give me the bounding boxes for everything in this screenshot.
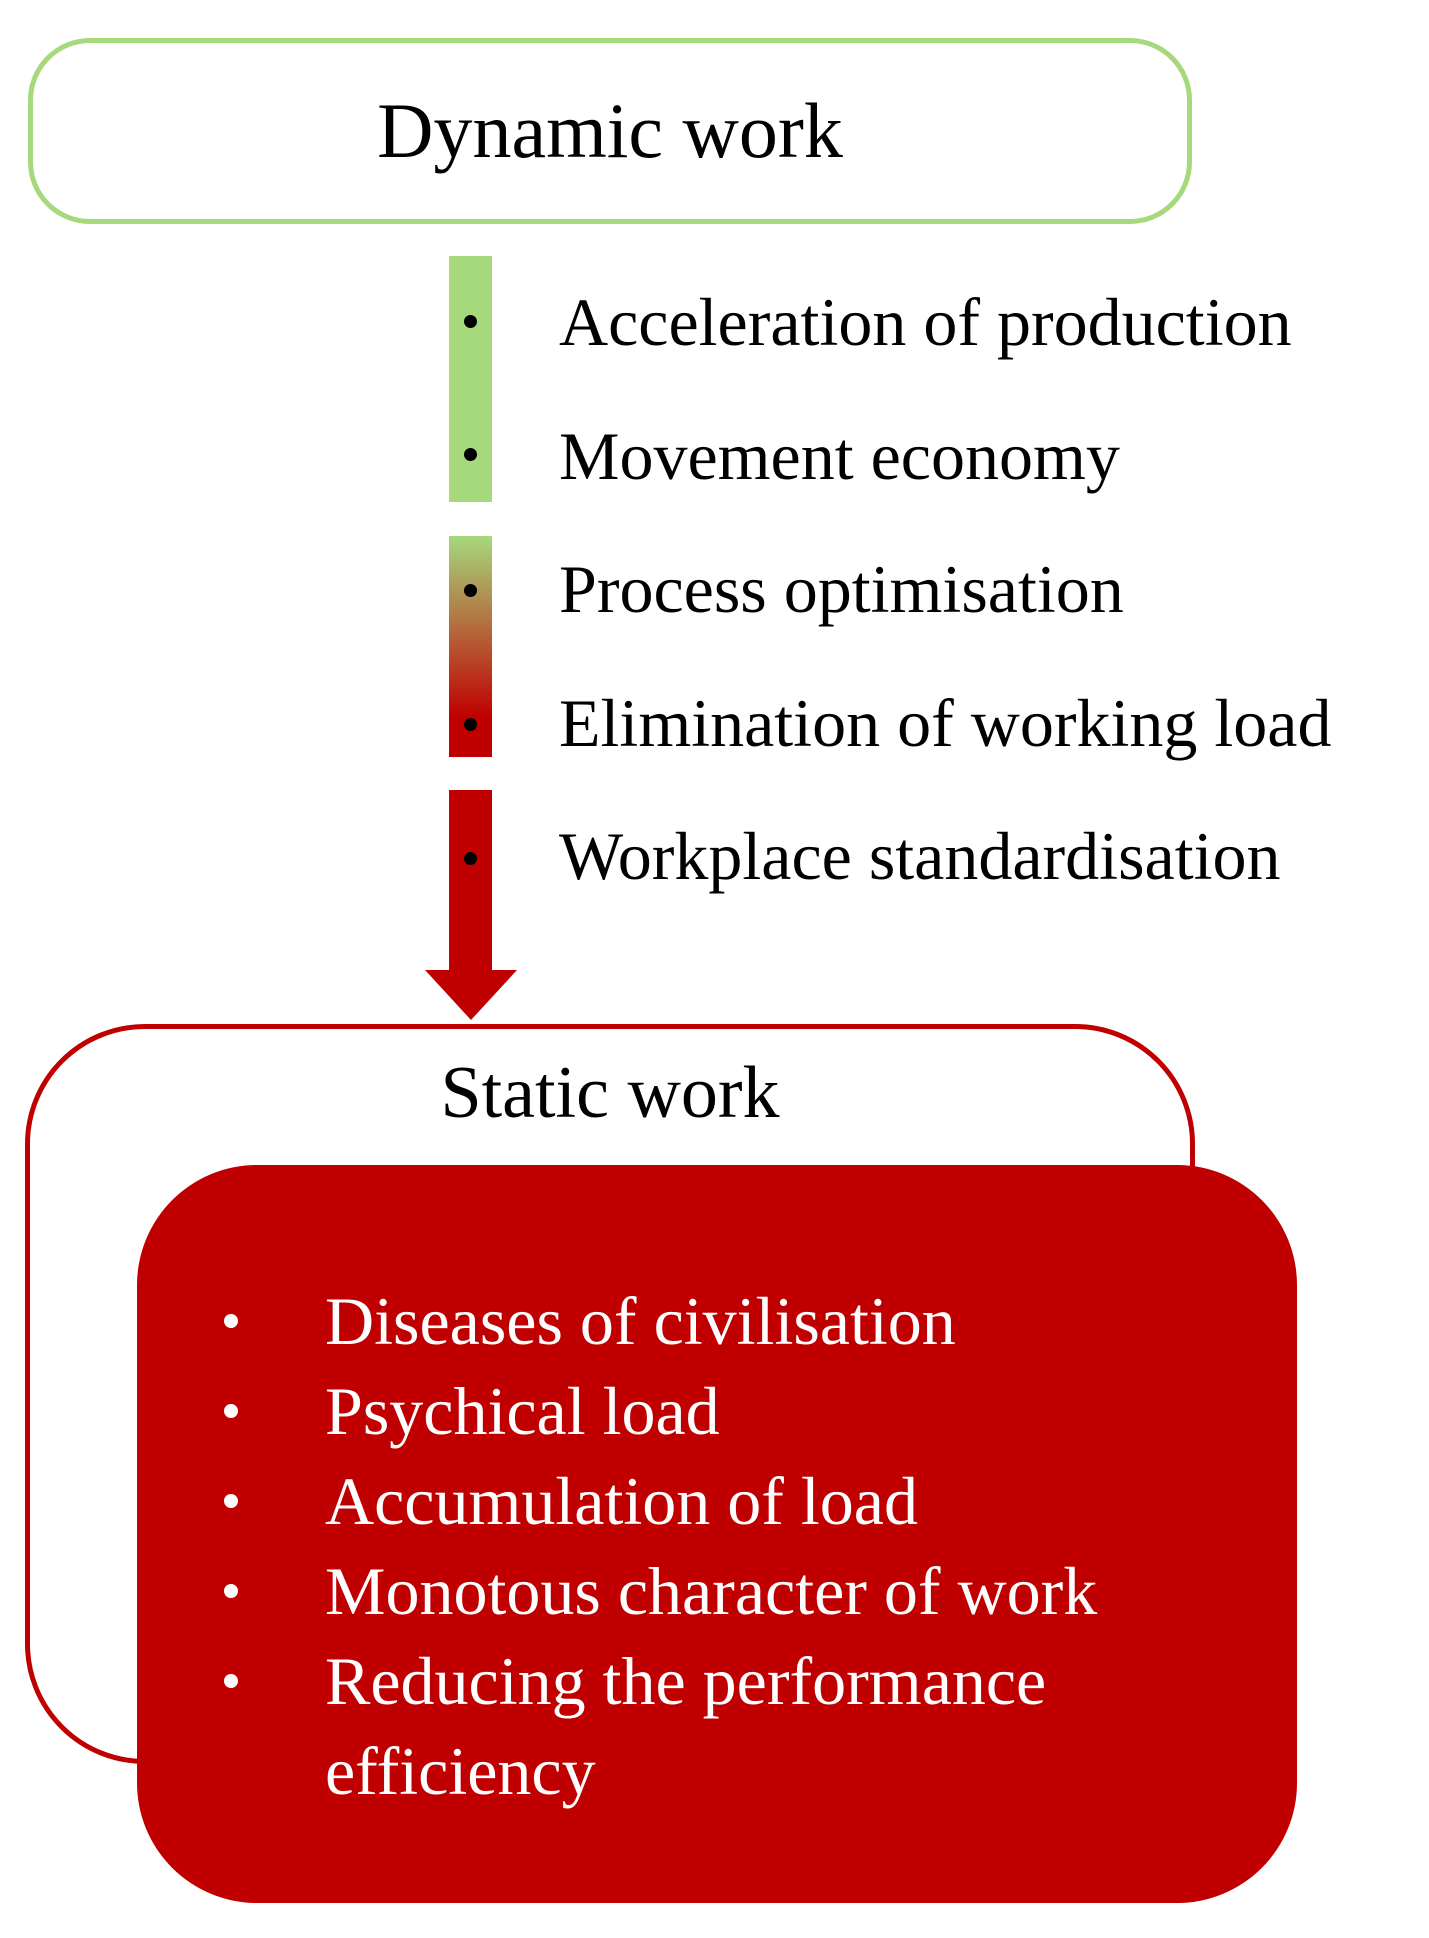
effect-label: Monotous character of work (325, 1553, 1098, 1629)
effect-label: Reducing the performance efficiency (325, 1643, 1047, 1809)
bullet-dot-2 (464, 448, 477, 461)
step-label-movement-economy: Movement economy (559, 418, 1120, 494)
list-item (224, 1546, 1224, 1636)
bullet-dot-4 (464, 718, 477, 731)
bullet-dot-3 (464, 584, 477, 597)
step-label-standardisation: Workplace standardisation (559, 818, 1281, 894)
dynamic-work-title: Dynamic work (377, 87, 843, 174)
step-label-process-optimisation: Process optimisation (559, 551, 1124, 627)
effect-label: Diseases of civilisation (325, 1283, 956, 1359)
step-label-elimination: Elimination of working load (559, 685, 1332, 761)
step-label-acceleration: Acceleration of production (559, 284, 1292, 360)
list-item (224, 1366, 1224, 1456)
bullet-dot-1 (464, 315, 477, 328)
bullet-dot-icon (224, 1404, 238, 1418)
down-arrow-icon (425, 970, 517, 1022)
green-bar (449, 256, 492, 502)
red-arrow-shaft (449, 790, 492, 975)
bullet-dot-icon (224, 1674, 238, 1688)
bullet-dot-icon (224, 1494, 238, 1508)
bullet-dot-5 (464, 852, 477, 865)
effect-label: Accumulation of load (325, 1463, 918, 1539)
list-item (224, 1456, 1224, 1546)
effect-label: Psychical load (325, 1373, 720, 1449)
bullet-dot-icon (224, 1314, 238, 1328)
gradient-bar (449, 536, 492, 757)
static-work-effects-list (224, 1276, 1224, 1816)
bullet-dot-icon (224, 1584, 238, 1598)
list-item (224, 1276, 1224, 1366)
list-item (224, 1636, 1224, 1816)
static-work-title: Static work (440, 1052, 780, 1134)
